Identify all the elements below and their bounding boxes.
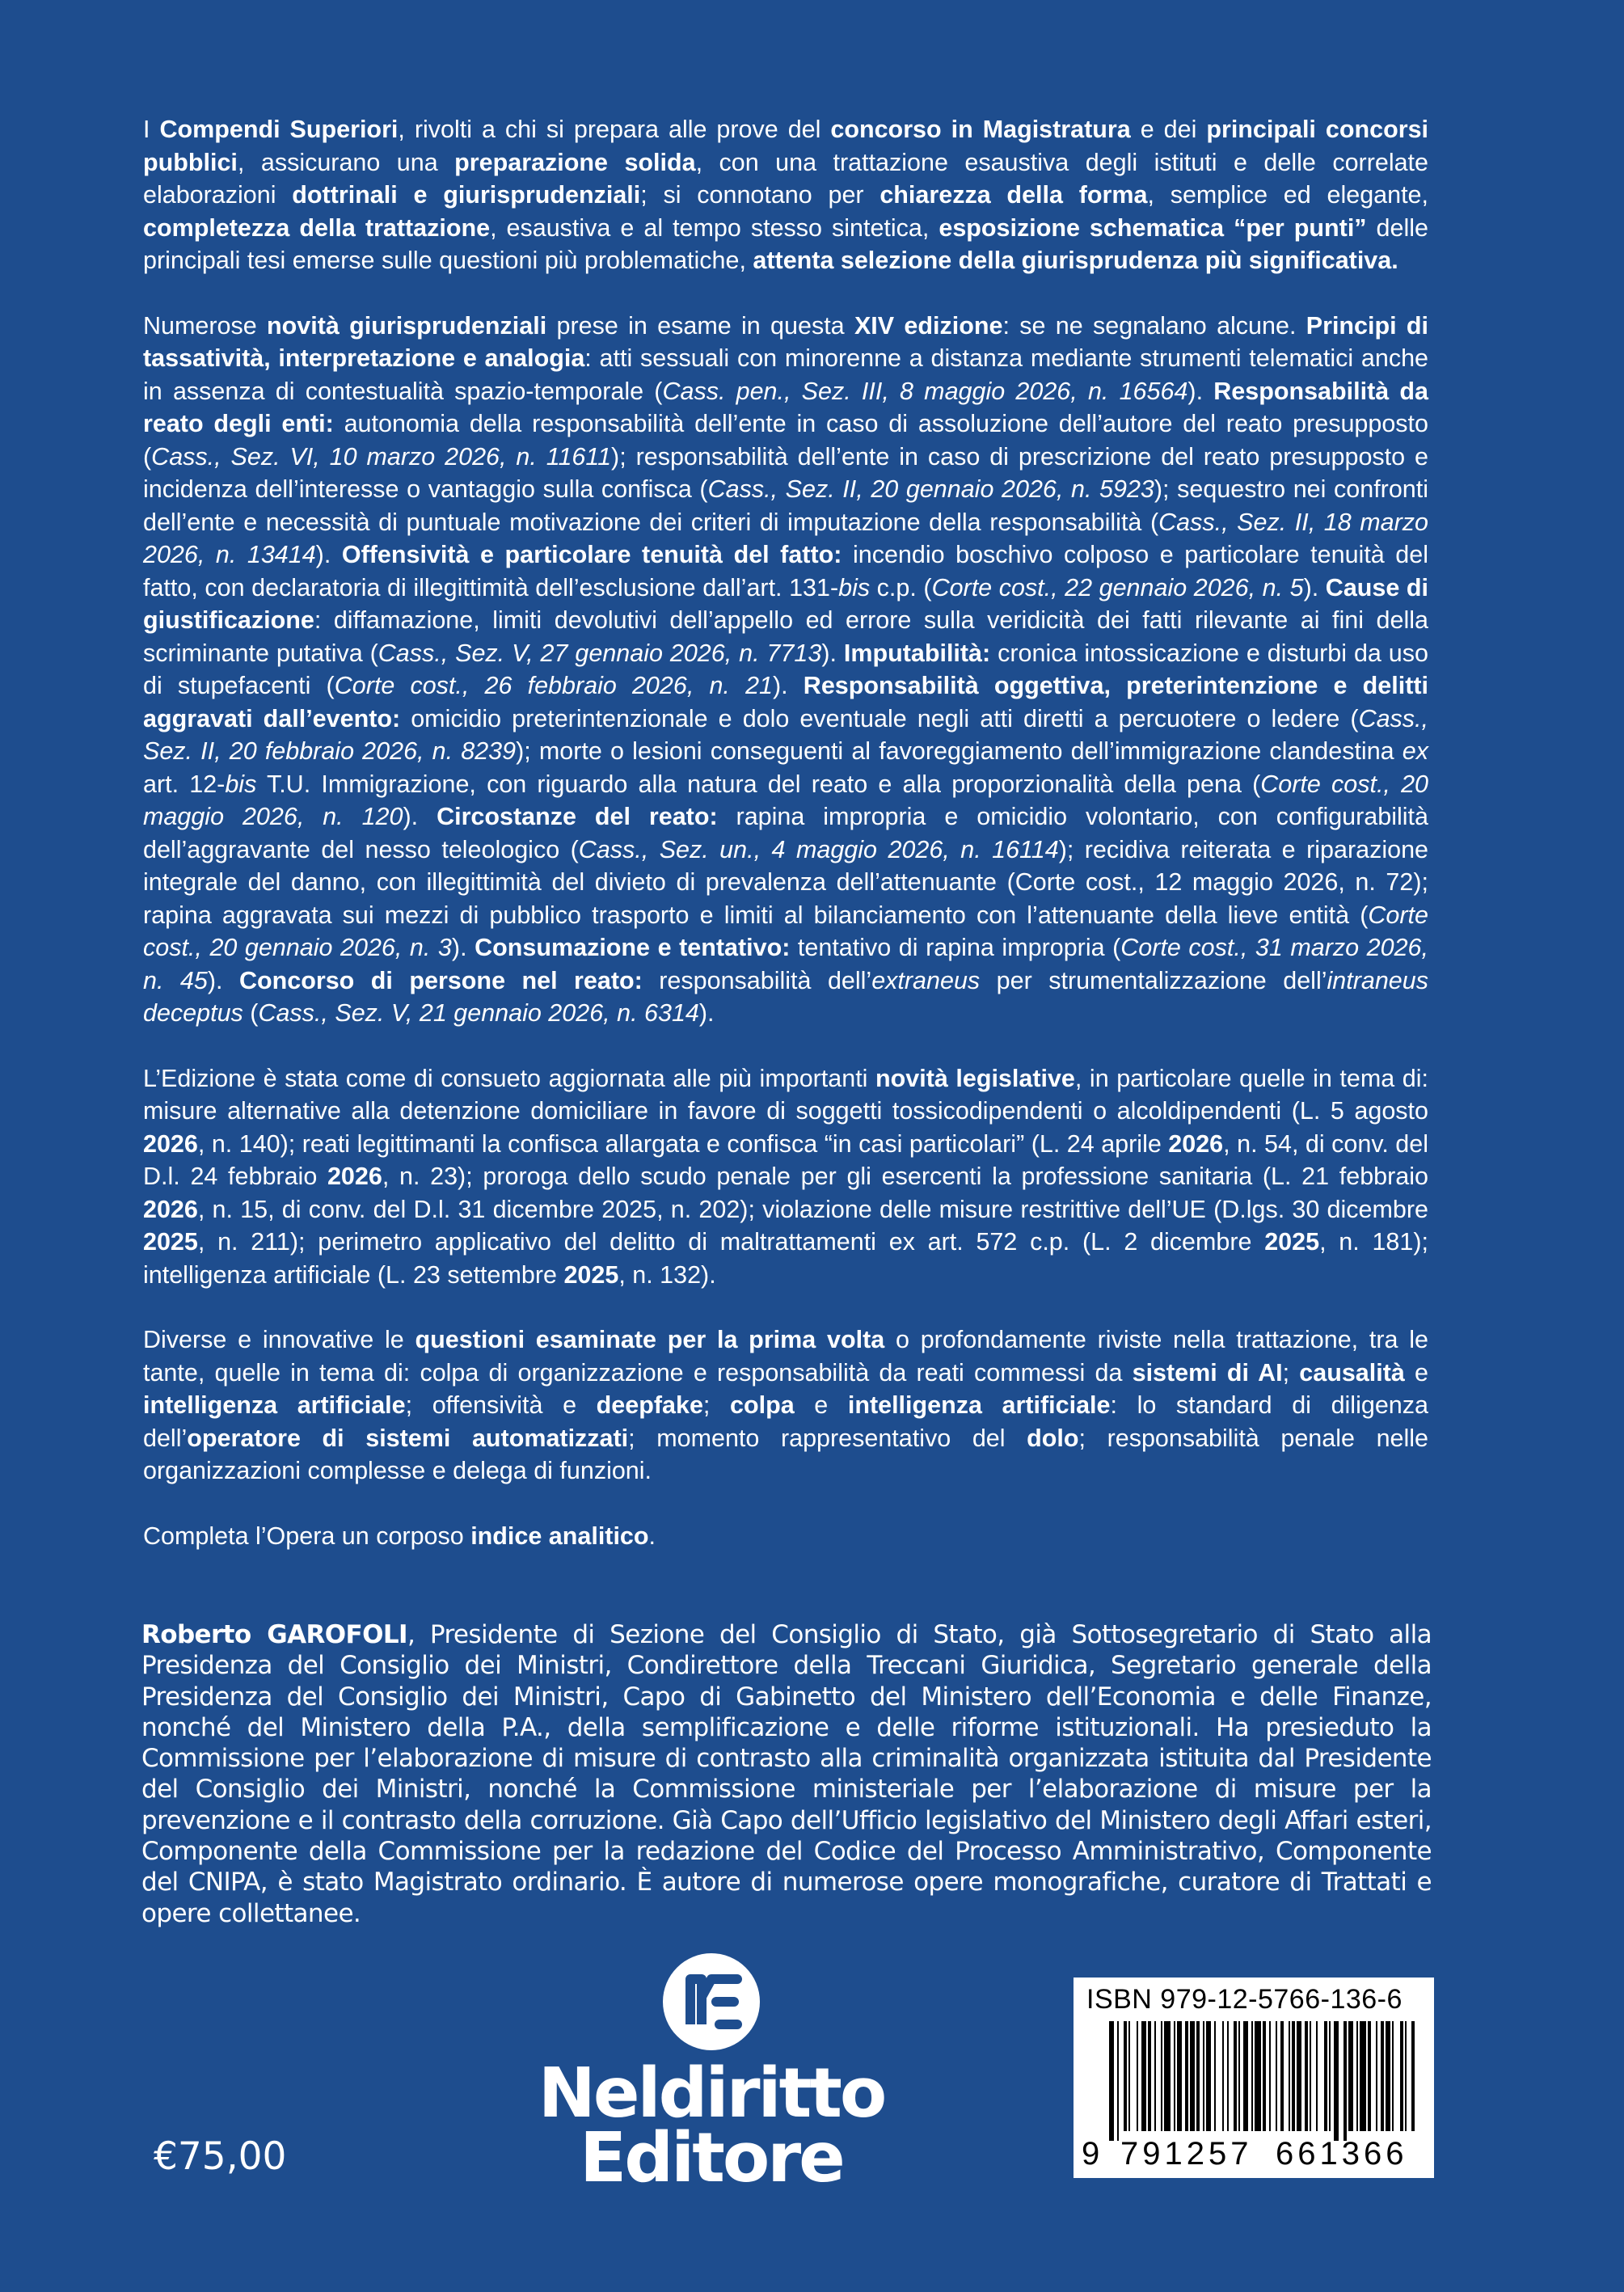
- text-run: , n. 140); reati legittimanti la confisca allargata e confisca “in casi particolari” (L. 24 aprile: [197, 1129, 1169, 1158]
- barcode-bar: [1334, 2021, 1339, 2141]
- barcode-bar: [1227, 2021, 1229, 2131]
- text-run: ; responsabilità penale nelle organizzazioni complesse e delega di funzioni.: [143, 1424, 1429, 1484]
- paragraph-intro: [143, 113, 1428, 277]
- text-run: operatore di sistemi automatizzati: [187, 1424, 629, 1452]
- barcode-bar: [1289, 2021, 1290, 2131]
- text-run: ); morte o lesioni conseguenti al favoreggiamento dell’immigrazione clandestina: [516, 737, 1403, 765]
- barcode-bar: [1154, 2021, 1156, 2131]
- barcode-bar: [1128, 2021, 1130, 2131]
- barcode-bar: [1185, 2021, 1188, 2131]
- barcode-bar: [1324, 2021, 1327, 2131]
- text-run: 2025: [563, 1260, 619, 1289]
- text-run: ); responsabilità dell’ente in caso di prescrizione del reato presupposto e incidenza dell’interesse o vantaggio sulla confisca (: [143, 442, 1428, 503]
- text-run: o profondamente riviste nella trattazione, tra le tante, quelle in tema di: colpa di organizzazione e responsabilità da reati commessi da: [143, 1326, 1428, 1387]
- text-run: Principi di tassatività, interpretazione e analogia: [143, 311, 1429, 372]
- text-run: dolo: [1027, 1424, 1079, 1452]
- barcode-bar: [1234, 2021, 1237, 2131]
- price: €75,00: [154, 2134, 287, 2179]
- text-run: , semplice ed elegante,: [1147, 181, 1428, 209]
- text-run: colpa: [730, 1391, 795, 1419]
- barcode-bar: [1251, 2021, 1253, 2131]
- publisher-name: [534, 2054, 889, 2198]
- text-run: ).: [1303, 573, 1326, 601]
- isbn-label: ISBN 979-12-5766-136-6: [1086, 1984, 1403, 2015]
- text-run: deepfake: [596, 1391, 703, 1419]
- text-run: concorso in Magistratura: [830, 116, 1131, 143]
- text-run: ex: [1402, 737, 1428, 765]
- paragraph-case-law: [143, 310, 1428, 1030]
- paragraph-new-topics: [143, 1323, 1428, 1488]
- description-text: [143, 113, 1428, 1585]
- text-run: responsabilità dell’: [642, 966, 872, 994]
- text-run: cronica intossicazione e disturbi da uso di stupefacenti (: [143, 639, 1428, 699]
- text-run: ).: [315, 541, 342, 568]
- text-run: : se ne segnalano alcune.: [1002, 311, 1306, 340]
- barcode-bar: [1203, 2021, 1204, 2131]
- text-run: Concorso di persone nel reato:: [238, 966, 643, 994]
- author-bio: [141, 1619, 1432, 1929]
- text-run: art. 12-: [143, 770, 226, 798]
- text-run: Cass., Sez. V, 27 gennaio 2026, n. 7713: [378, 639, 822, 667]
- barcode-bar: [1356, 2021, 1358, 2131]
- barcode-bar: [1161, 2021, 1162, 2131]
- text-run: completezza della trattazione: [143, 213, 491, 242]
- barcode-bar: [1405, 2021, 1407, 2131]
- paragraph-legislation: [143, 1062, 1428, 1292]
- barcode-bar: [1141, 2021, 1146, 2131]
- barcode-right-group: 661366: [1276, 2136, 1408, 2172]
- text-run: intraneus deceptus: [143, 966, 1428, 1027]
- text-run: ); recidiva reiterata e riparazione integrale del danno, con illegittimità del divieto di prevalenza dell’attenuante (Corte cost., 12 maggio 2026, n. 72); rapina aggravata sui mezzi di pubblico trasporto e limiti al bilanciamento con l’attenuante della lieve entità (: [143, 835, 1429, 929]
- text-run: Numerose: [143, 311, 268, 340]
- text-run: ).: [773, 672, 804, 699]
- barcode-bar: [1109, 2021, 1114, 2141]
- barcode-bar: [1310, 2021, 1311, 2131]
- text-run: , n. 15, di conv. del D.l. 31 dicembre 2025, n. 202); violazione delle misure restrittive dell’UE (D.lgs. 30 dicembre: [197, 1195, 1428, 1223]
- text-run: autonomia della responsabilità dell’ente in caso di assoluzione dell’autore del reato presupposto (: [143, 410, 1428, 471]
- text-run: prese in esame in questa: [546, 311, 854, 340]
- text-run: , n. 181); intelligenza artificiale (L. 23 settembre: [143, 1228, 1428, 1289]
- text-run: Corte cost., 22 gennaio 2026, n. 5: [931, 573, 1304, 601]
- text-run: novità giurisprudenziali: [267, 311, 547, 340]
- text-run: 2025: [143, 1228, 198, 1256]
- text-run: bis: [225, 770, 257, 798]
- barcode-bar: [1148, 2021, 1151, 2131]
- text-run: Completa l’Opera un corposo: [143, 1522, 471, 1550]
- text-run: : lo standard di diligenza dell’: [143, 1391, 1428, 1452]
- barcode-bar: [1386, 2021, 1390, 2131]
- text-run: indice analitico: [470, 1522, 649, 1550]
- barcode-bar: [1206, 2021, 1211, 2131]
- ne-logo-icon: [660, 1950, 763, 2054]
- isbn-barcode: [1074, 1978, 1434, 2178]
- text-run: intelligenza artificiale: [847, 1391, 1111, 1419]
- author-bio-text: , Presidente di Sezione del Consiglio di Stato, già Sottosegretario di Stato alla Presidenza del Consiglio dei Ministri, Condirettore della Treccani Giuridica, Segretario generale della Presidenza del Consiglio dei Ministri, Capo di Gabinetto del Ministero dell’Economia e delle Finanze, nonché del Ministero della P.A., della semplificazione e delle riforme istituzionali. Ha presieduto la Commissione per l’elaborazione di misure di contrasto alla criminalità organizzata istituita dal Presidente del Consiglio dei Ministri, nonché la Commissione ministeriale per l’elaborazione di misure per la prevenzione e il contrasto della corruzione. Già Capo dell’Ufficio legislativo del Ministero degli Affari esteri, Componente della Commissione per la redazione del Codice del Processo Amministrativo, Componente del CNIPA, è stato Magistrato ordinario. È autore di numerose opere monografiche, curatore di Trattati e opere collettanee.: [141, 1620, 1432, 1928]
- text-run: attenta selezione della giurisprudenza più significativa.: [753, 247, 1398, 274]
- publisher-name-line2: Editore: [580, 2118, 843, 2198]
- barcode-bar: [1411, 2021, 1415, 2131]
- barcode-bar: [1368, 2021, 1371, 2131]
- barcode-bar: [1124, 2021, 1127, 2131]
- text-run: , n. 23); proroga dello scudo penale per gli esercenti la professione sanitaria (L. 21 febbraio: [382, 1163, 1428, 1190]
- text-run: e dei: [1130, 116, 1207, 143]
- text-run: rapina impropria e omicidio volontario, con configurabilità dell’aggravante del nesso teleologico (: [143, 803, 1428, 863]
- text-run: ).: [1187, 377, 1214, 405]
- text-run: , con una trattazione esaustiva degli istituti e delle correlate elaborazioni: [143, 148, 1428, 209]
- text-run: Cause di giustificazione: [143, 573, 1429, 634]
- text-run: omicidio preterintenzionale e dolo eventuale negli atti diretti a percuotere o ledere (: [400, 704, 1359, 732]
- text-run: e: [794, 1391, 848, 1419]
- text-run: Corte cost., 26 febbraio 2026, n. 21: [334, 672, 773, 699]
- text-run: principali concorsi pubblici: [143, 116, 1429, 176]
- text-run: I: [143, 116, 160, 143]
- text-run: ).: [207, 966, 239, 994]
- text-run: , n. 54, di conv. del D.l. 24 febbraio: [143, 1129, 1428, 1190]
- barcode-bar: [1292, 2021, 1295, 2131]
- text-run: 2026: [143, 1195, 198, 1223]
- barcode-bar: [1214, 2021, 1216, 2131]
- text-run: 2026: [327, 1163, 382, 1190]
- text-run: 2026: [143, 1129, 198, 1158]
- barcode-bar: [1276, 2021, 1277, 2131]
- barcode-bar: [1316, 2021, 1318, 2131]
- text-run: 2026: [1168, 1129, 1224, 1158]
- text-run: dottrinali e giurisprudenziali: [292, 181, 641, 209]
- text-run: L’Edizione è stata come di consueto aggiornata alle più importanti: [143, 1064, 876, 1092]
- text-run: ; offensività e: [405, 1391, 597, 1419]
- text-run: esposizione schematica “per punti”: [939, 213, 1367, 242]
- barcode-bar: [1348, 2021, 1353, 2131]
- barcode-bar: [1196, 2021, 1200, 2131]
- text-run: , in particolare quelle in tema di: misure alternative alla detenzione domiciliare in favore di soggetti tossicodipendenti o alcoldipendenti (L. 5 agosto: [143, 1064, 1428, 1125]
- text-run: Corte cost., 20 maggio 2026, n. 120: [143, 770, 1428, 830]
- text-run: Corte cost., 31 marzo 2026, n. 45: [143, 934, 1428, 994]
- text-run: Responsabilità oggettiva, preterintenzione e delitti aggravati dall’evento:: [143, 672, 1428, 732]
- text-run: tentativo di rapina impropria (: [790, 934, 1121, 961]
- text-run: chiarezza della forma: [879, 181, 1148, 209]
- text-run: (: [243, 999, 259, 1027]
- text-run: Cass. pen., Sez. III, 8 maggio 2026, n. 16564: [662, 377, 1188, 405]
- text-run: Cass., Sez. II, 18 marzo 2026, n. 13414: [143, 508, 1429, 568]
- text-run: : diffamazione, limiti devolutivi dell’appello ed errore sulla veridicità dei fatti rilevante ai fini della scriminante putativa (: [143, 606, 1428, 667]
- text-run: XIV edizione: [854, 311, 1003, 340]
- barcode-bar: [1164, 2021, 1171, 2131]
- text-run: , esaustiva e al tempo stesso sintetica,: [490, 213, 939, 242]
- text-run: ; si connotano per: [640, 181, 880, 209]
- text-run: incendio boschivo colposo e particolare tenuità del fatto, con declaratoria di illegittimità dell’esclusione dall’art. 131-: [143, 541, 1429, 601]
- barcode-bar: [1305, 2021, 1308, 2131]
- barcode-bar: [1255, 2021, 1261, 2131]
- text-run: novità legislative: [875, 1064, 1075, 1092]
- text-run: Compendi Superiori: [159, 116, 399, 143]
- text-run: ); sequestro nei confronti dell’ente e necessità di puntuale motivazione dei criteri di imputazione della responsabilità (: [143, 475, 1428, 536]
- publisher-logo: [534, 1950, 889, 2198]
- barcode-digits: [1082, 2136, 1426, 2172]
- barcode-bar: [1238, 2021, 1240, 2131]
- text-run: .: [648, 1522, 656, 1550]
- barcode-icon: [1085, 2021, 1423, 2141]
- barcode-bar: [1190, 2021, 1195, 2131]
- barcode-bar: [1177, 2021, 1182, 2131]
- text-run: , n. 211); perimetro applicativo del delitto di maltrattamenti ex art. 572 c.p. (L. 2 dicembre: [197, 1228, 1265, 1256]
- text-run: Cass., Sez. V, 21 gennaio 2026, n. 6314: [258, 999, 699, 1027]
- text-run: Responsabilità da reato degli enti:: [143, 377, 1428, 437]
- barcode-bar: [1376, 2021, 1377, 2131]
- barcode-bar: [1117, 2021, 1119, 2141]
- text-run: Circostanze del reato:: [437, 803, 718, 830]
- text-run: T.U. Immigrazione, con riguardo alla natura del reato e alla proporzionalità della pena (: [256, 770, 1261, 798]
- text-run: Cass., Sez. VI, 10 marzo 2026, n. 11611: [151, 442, 612, 471]
- text-run: e: [1404, 1358, 1429, 1387]
- text-run: : atti sessuali con minorenne a distanza mediante strumenti telematici anche in assenza di contestualità spazio-temporale (: [143, 344, 1429, 405]
- barcode-bar: [1381, 2021, 1384, 2131]
- barcode-bar: [1360, 2021, 1366, 2131]
- text-run: Diverse e innovative le: [143, 1326, 415, 1353]
- text-run: sistemi di AI: [1132, 1358, 1283, 1387]
- text-run: causalità: [1299, 1358, 1405, 1387]
- text-run: Cass., Sez. un., 4 maggio 2026, n. 16114: [578, 835, 1059, 863]
- text-run: Cass., Sez. II, 20 gennaio 2026, n. 5923: [707, 475, 1154, 503]
- text-run: ;: [1282, 1358, 1300, 1387]
- text-run: bis: [838, 573, 871, 601]
- text-run: Offensività e particolare tenuità del fatto:: [341, 541, 842, 568]
- barcode-left-group: 791257: [1120, 2136, 1253, 2172]
- text-run: ).: [403, 803, 437, 830]
- text-run: , n. 132).: [618, 1260, 716, 1289]
- text-run: , rivolti a chi si prepara alle prove del: [398, 116, 831, 143]
- barcode-bar: [1174, 2021, 1175, 2131]
- barcode-bar: [1222, 2021, 1224, 2131]
- text-run: ).: [821, 639, 844, 667]
- text-run: extraneus: [871, 966, 981, 994]
- publisher-name-line1: Neldiritto: [538, 2054, 885, 2134]
- barcode-bar: [1243, 2021, 1248, 2131]
- text-run: per strumentalizzazione dell’: [980, 966, 1327, 994]
- text-run: , assicurano una: [237, 148, 455, 176]
- barcode-bar: [1280, 2021, 1284, 2131]
- barcode-bar: [1329, 2021, 1331, 2131]
- text-run: Corte cost., 20 gennaio 2026, n. 3: [143, 901, 1428, 961]
- text-run: ;: [702, 1391, 730, 1419]
- barcode-bar: [1263, 2021, 1266, 2131]
- text-run: ).: [698, 999, 715, 1027]
- barcode-first-digit: 9: [1082, 2136, 1100, 2172]
- text-run: ).: [451, 934, 475, 961]
- text-run: preparazione solida: [454, 148, 696, 176]
- text-run: delle principali tesi emerse sulle questioni più problematiche,: [143, 213, 1428, 274]
- paragraph-index: [143, 1520, 1428, 1553]
- author-name: Roberto GAROFOLI: [141, 1620, 407, 1649]
- text-run: questioni esaminate per la prima volta: [415, 1326, 885, 1353]
- barcode-bar: [1297, 2021, 1301, 2131]
- barcode-bar: [1400, 2021, 1403, 2131]
- text-run: Imputabilità:: [843, 639, 991, 667]
- text-run: Cass., Sez. II, 20 febbraio 2026, n. 8239: [143, 704, 1428, 765]
- text-run: 2025: [1264, 1228, 1320, 1256]
- text-run: intelligenza artificiale: [143, 1391, 406, 1419]
- barcode-bar: [1392, 2021, 1394, 2131]
- barcode-bar: [1269, 2021, 1271, 2131]
- text-run: ; momento rappresentativo del: [628, 1424, 1027, 1452]
- text-run: Consumazione e tentativo:: [475, 934, 791, 961]
- barcode-bar: [1343, 2021, 1347, 2141]
- barcode-bar: [1137, 2021, 1138, 2131]
- text-run: c.p. (: [870, 573, 932, 601]
